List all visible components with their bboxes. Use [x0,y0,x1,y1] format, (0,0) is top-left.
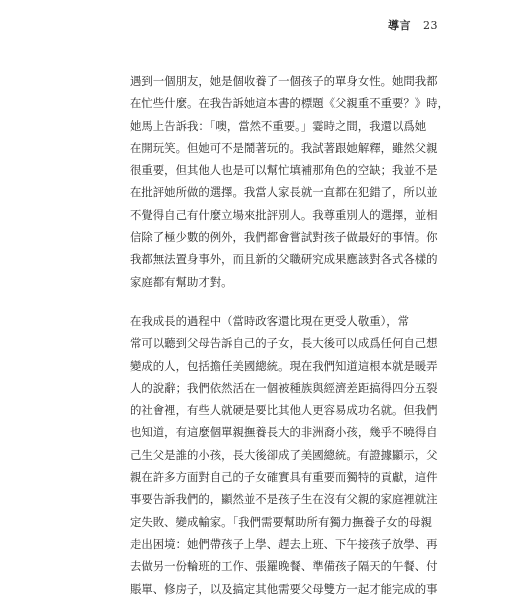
page-number: 23 [423,19,438,32]
text-line: 變成的人，包括擔任美國總統。現在我們知道這根本就是暖弄 [130,358,438,373]
text-line: 的社會裡，有些人就硬是要比其他人更容易成功名就。但我們 [130,403,438,418]
text-line: 很重要，但其他人也是可以幫忙填補那角色的空缺；我並不是 [130,163,438,178]
text-line: 事要告訴我們的，顯然並不是孩子生在沒有父親的家庭裡就注 [130,492,438,507]
paragraph [130,310,438,600]
paragraph-spacer [130,293,385,310]
paragraph [130,70,449,293]
running-head [388,17,438,33]
text-line: 定失敗、變成輸家。「我們需要幫助所有獨力撫養子女的母親 [130,514,432,529]
text-line: 去做另一份輪班的工作、張羅晚餐、準備孩子隔天的午餐、付 [130,559,438,574]
text-line: 不覺得自己有什麼立場來批評別人。我尊重別人的選擇，並相 [130,207,438,222]
text-line: 家庭都有幫助才對。 [130,274,233,289]
text-line: 她馬上告訴我：「噢，當然不重要。」霎時之間，我還以爲她 [130,118,427,133]
text-line: 常可以聽到父母告訴自己的子女，長大後可以成爲任何自己想 [130,336,438,351]
text-line: 親在許多方面對自己的子女確實具有重要而獨特的貢獻，這件 [130,470,438,485]
text-line: 在批評她所做的選擇。我當人家長就一直都在犯錯了，所以並 [130,185,438,200]
text-line: 也知道，有這麼個單親撫養長大的非洲裔小孩，幾乎不曉得自 [130,425,438,440]
chapter-title: 導言 [388,19,411,32]
text-line: 在開玩笑。但她可不是鬧著玩的。我試著跟她解釋，雖然父親 [130,140,438,155]
text-line: 遇到一個朋友，她是個收養了一個孩子的單身女性。她問我都 [130,74,438,88]
text-line: 信除了極少數的例外，我們都會嘗試對孩子做最好的事情。你 [130,230,438,245]
text-line: 在忙些什麼。在我告訴她這本書的標題《父親重不重要？》時， [130,96,449,111]
text-line: 人的說辭；我們依然活在一個被種族與經濟差距搞得四分五裂 [130,380,438,395]
text-line: 走出困境：她們帶孩子上學、趕去上班、下午接孩子放學、再 [130,536,438,551]
text-line: 賬單、修房子，以及搞定其他需要父母雙方一起才能完成的事 [130,581,438,596]
text-line: 己生父是誰的小孩，長大後卻成了美國總統。有證據顯示，父 [130,447,438,462]
text-line: 我都無法置身事外，而且新的父職研究成果應該對各式各樣的 [130,252,438,267]
body-text [130,70,449,600]
text-line: 在我成長的過程中（當時政客還比現在更受人敬重），常 [130,313,410,328]
